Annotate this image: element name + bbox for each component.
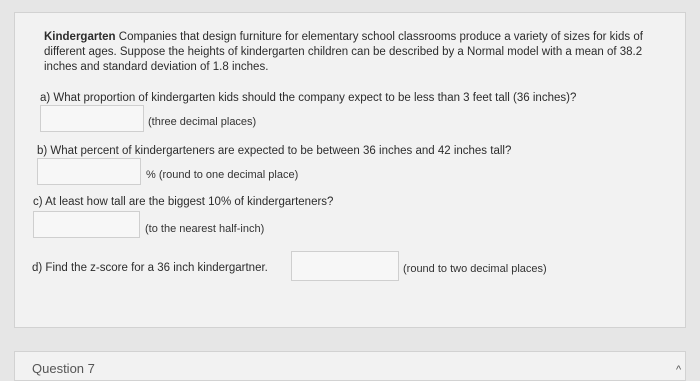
problem-lead: Kindergarten <box>44 31 116 43</box>
answer-d-input[interactable] <box>291 251 399 281</box>
next-question-card <box>14 351 686 381</box>
question-a-prompt: a) What proportion of kindergarten kids should the company expect to be less than 3 feet tall (36 inches)? <box>40 92 577 104</box>
problem-statement <box>44 30 664 75</box>
next-question-marker: ^ <box>676 364 682 376</box>
next-question-label: Question 7 <box>32 361 95 376</box>
answer-c-input[interactable] <box>33 211 140 238</box>
question-c-prompt: c) At least how tall are the biggest 10% of kindergarteners? <box>33 196 334 208</box>
problem-text: Companies that design furniture for elementary school classrooms produce a variety of sizes for kids of different ages. Suppose the heights of kindergarten children can be described by a Normal model with a mean of 38.2 inches and standard deviation of 1.8 inches. <box>44 31 643 73</box>
answer-c-hint: (to the nearest half-inch) <box>145 223 265 235</box>
question-d-prompt: d) Find the z-score for a 36 inch kindergartner. <box>32 262 268 274</box>
answer-b-input[interactable] <box>37 158 141 185</box>
question-b-prompt: b) What percent of kindergarteners are expected to be between 36 inches and 42 inches tall? <box>37 145 512 157</box>
answer-b-hint: % (round to one decimal place) <box>146 169 299 181</box>
answer-d-hint: (round to two decimal places) <box>403 263 547 275</box>
answer-a-hint: (three decimal places) <box>148 116 257 128</box>
answer-a-input[interactable] <box>40 105 144 132</box>
